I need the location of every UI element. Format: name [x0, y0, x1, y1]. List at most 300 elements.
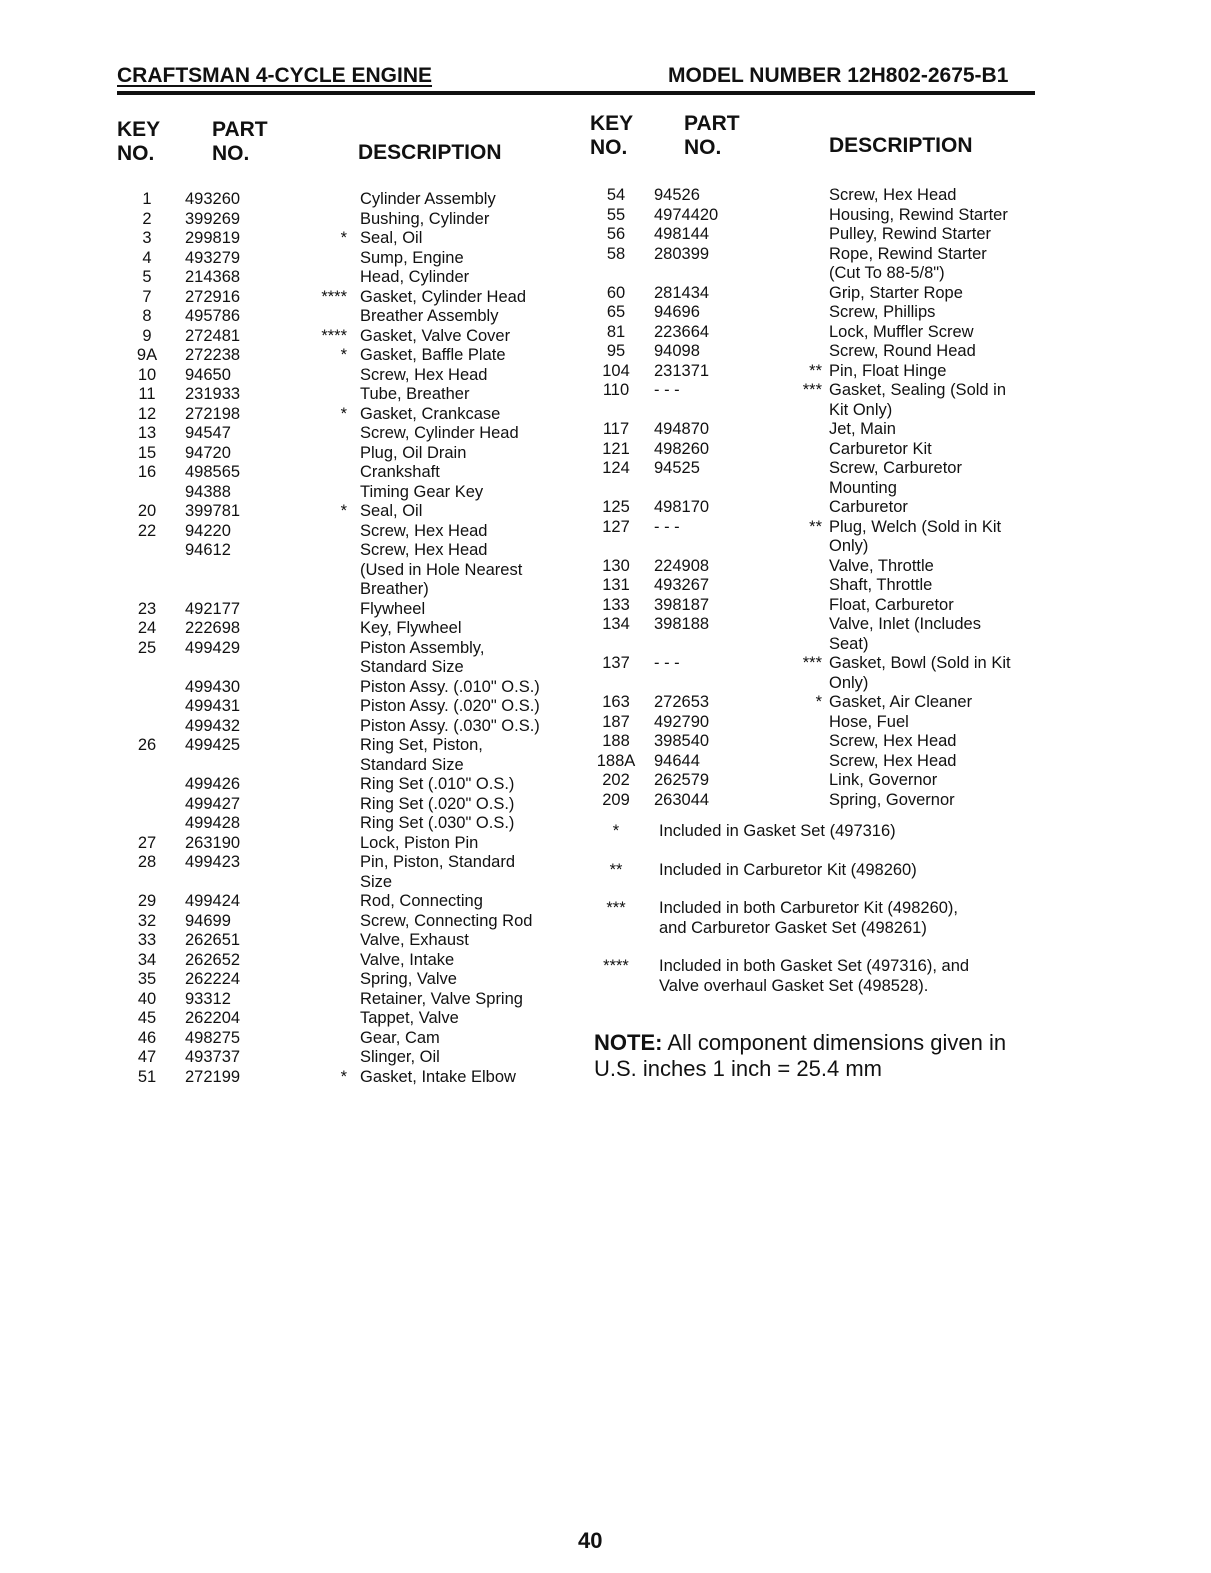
part-row [127, 1048, 577, 1068]
part-description: Cylinder Assembly [360, 190, 496, 208]
part-description: Sump, Engine [360, 248, 464, 267]
part-row [127, 1068, 577, 1088]
part-description: Breather Assembly [360, 307, 499, 325]
key-number: 5 [142, 268, 152, 286]
left-part-heading [212, 118, 268, 166]
note-text: All component dimensions given in U.S. inches 1 inch = 25.4 mm [594, 1030, 1007, 1081]
part-row [592, 713, 1032, 733]
part-description: Lock, Muffler Screw [829, 322, 974, 341]
part-row [592, 498, 1032, 518]
part-row [127, 288, 577, 308]
part-number: 231371 [654, 361, 710, 380]
part-number: 280399 [654, 244, 710, 263]
part-description: Screw, Hex Head [360, 541, 488, 559]
part-description: Screw, Hex Head [829, 751, 957, 770]
part-number: 499432 [185, 716, 241, 735]
key-heading-line2: NO. [117, 142, 155, 165]
part-number: 263044 [654, 790, 710, 809]
part-number: 498144 [654, 225, 710, 243]
footnote-marker: ** [809, 361, 822, 380]
key-number: 2 [142, 209, 152, 228]
part-number: 224908 [654, 556, 710, 575]
footnote-marker: *** [802, 381, 822, 399]
note-label: NOTE: [594, 1030, 663, 1055]
key-number: 117 [602, 420, 630, 438]
key-number: 35 [137, 970, 157, 988]
part-number: 94699 [185, 911, 231, 930]
part-description: Screw, Cylinder Head [360, 424, 519, 442]
footnote-marker: * [815, 693, 822, 711]
part-number: 272198 [185, 404, 241, 423]
part-number: 498260 [654, 439, 710, 458]
part-number: 499425 [185, 736, 241, 754]
key-number: 45 [137, 1009, 157, 1027]
part-description: Valve, Exhaust [360, 931, 469, 949]
part-row [592, 732, 1032, 752]
key-heading-line1: KEY [590, 112, 634, 135]
part-row [592, 225, 1032, 245]
key-number: 137 [602, 654, 630, 672]
key-number: 55 [606, 205, 626, 224]
part-number: 299819 [185, 229, 241, 247]
part-number: 93312 [185, 989, 231, 1008]
key-number: 127 [602, 517, 630, 536]
part-row [127, 912, 577, 932]
part-number: 499431 [185, 697, 241, 715]
left-key-heading [117, 118, 160, 166]
part-row [127, 561, 577, 581]
part-number: 94526 [654, 186, 700, 204]
part-description: Ring Set (.010" O.S.) [360, 775, 515, 793]
key-number: 51 [137, 1067, 157, 1086]
part-description: Hose, Fuel [829, 712, 909, 731]
part-description: Rod, Connecting [360, 892, 483, 910]
footnote-marker: * [340, 502, 347, 520]
model-number: MODEL NUMBER 12H802-2675-B1 [668, 64, 1009, 87]
part-description: (Cut To 88-5/8") [829, 264, 945, 282]
part-row [592, 264, 1032, 284]
part-number: 262204 [185, 1009, 241, 1027]
key-number: 10 [137, 365, 157, 384]
part-description: Kit Only) [829, 400, 893, 419]
part-number: 272481 [185, 326, 241, 345]
part-number: 223664 [654, 322, 710, 341]
footnote-marker: **** [321, 287, 347, 306]
part-row [592, 401, 1032, 421]
part-description: Gasket, Air Cleaner [829, 693, 973, 711]
part-number: 262651 [185, 931, 241, 949]
key-number: 188A [596, 751, 636, 770]
key-number: 40 [137, 989, 157, 1008]
part-number: 272653 [654, 693, 710, 711]
part-number: 94220 [185, 521, 231, 540]
part-row [127, 678, 577, 698]
part-description: Ring Set (.030" O.S.) [360, 814, 515, 832]
header-rule [117, 91, 1035, 95]
part-row [592, 186, 1032, 206]
part-row [592, 557, 1032, 577]
key-number: 95 [606, 342, 626, 360]
part-description: Crankshaft [360, 463, 440, 481]
part-number: 493260 [185, 190, 241, 208]
part-row [127, 327, 577, 347]
key-number: 56 [606, 225, 626, 243]
key-number: 8 [142, 307, 152, 325]
part-number: 498565 [185, 463, 241, 481]
part-description: Standard Size [360, 658, 464, 676]
part-description: Plug, Welch (Sold in Kit [829, 517, 1002, 536]
part-description: Screw, Round Head [829, 342, 976, 360]
part-row [127, 814, 577, 834]
part-row [127, 717, 577, 737]
part-description: Tube, Breather [360, 385, 470, 403]
footnote-text: Included in both Gasket Set (497316), and Valve overhaul Gasket Set (498528). [659, 957, 970, 995]
part-number: 4974420 [654, 205, 719, 224]
part-description: Gasket, Valve Cover [360, 326, 511, 345]
part-number: 492790 [654, 712, 710, 731]
footnote [596, 861, 1016, 881]
part-row [592, 420, 1032, 440]
part-description: Piston Assy. (.010" O.S.) [360, 677, 540, 696]
right-part-heading [684, 112, 740, 160]
part-number: 222698 [185, 619, 241, 637]
key-number: 209 [602, 790, 630, 809]
key-number: 134 [602, 615, 630, 633]
part-number: 94388 [185, 482, 231, 501]
key-number: 4 [142, 248, 152, 267]
footnote-marker: *** [802, 654, 822, 672]
part-description: Shaft, Throttle [829, 576, 933, 594]
part-description: Only) [829, 673, 869, 692]
footnote-text: Included in both Carburetor Kit (498260), and Carburetor Gasket Set (498261) [659, 899, 959, 937]
part-row [127, 483, 577, 503]
key-number: 16 [137, 463, 157, 481]
part-number: 262224 [185, 970, 241, 988]
part-number: 94612 [185, 541, 231, 559]
part-row [592, 576, 1032, 596]
part-row [127, 190, 577, 210]
part-row [127, 444, 577, 464]
part-number: 231933 [185, 385, 241, 403]
part-number: - - - [654, 517, 680, 536]
part-description: Valve, Throttle [829, 556, 934, 575]
part-row [127, 756, 577, 776]
key-number: 11 [138, 385, 156, 403]
part-description: Head, Cylinder [360, 268, 470, 286]
footnote-marker: * [340, 346, 347, 364]
part-description: Ring Set (.020" O.S.) [360, 794, 515, 813]
part-row [127, 795, 577, 815]
right-description-heading: DESCRIPTION [829, 134, 973, 157]
part-row [127, 541, 577, 561]
part-row [127, 639, 577, 659]
part-number: 94525 [654, 459, 700, 477]
part-row [127, 990, 577, 1010]
key-number: 110 [602, 381, 630, 399]
part-description: Bushing, Cylinder [360, 209, 490, 228]
part-row [127, 502, 577, 522]
part-description: Valve, Intake [360, 950, 455, 969]
part-row [592, 693, 1032, 713]
part-description: Spring, Governor [829, 790, 955, 809]
part-row [592, 635, 1032, 655]
dimension-note [594, 1030, 1034, 1082]
part-heading-line1: PART [212, 118, 268, 141]
part-row [592, 596, 1032, 616]
footnote-marker: * [340, 1067, 347, 1086]
part-number: 499428 [185, 814, 241, 832]
part-description: Pin, Piston, Standard [360, 853, 516, 871]
part-row [127, 522, 577, 542]
part-description: Screw, Hex Head [829, 186, 957, 204]
part-description: Timing Gear Key [360, 482, 484, 501]
footnote-marker: **** [603, 957, 629, 975]
part-row [592, 284, 1032, 304]
key-number: 25 [137, 638, 157, 657]
key-number: 58 [606, 244, 626, 263]
part-description: Mounting [829, 478, 897, 497]
part-number: 399269 [185, 209, 241, 228]
key-number: 1 [142, 190, 152, 208]
key-number: 9 [142, 326, 152, 345]
part-number: 94644 [654, 751, 700, 770]
part-description: Piston Assy. (.020" O.S.) [360, 697, 540, 715]
part-number: 262652 [185, 950, 241, 969]
part-description: Spring, Valve [360, 970, 457, 988]
part-description: Tappet, Valve [360, 1009, 459, 1027]
part-row [127, 210, 577, 230]
part-description: Gasket, Bowl (Sold in Kit [829, 654, 1011, 672]
part-number: 493267 [654, 576, 710, 594]
part-description: Piston Assembly, [360, 638, 485, 657]
key-number: 27 [137, 833, 157, 852]
part-description: Valve, Inlet (Includes [829, 615, 981, 633]
part-number: 399781 [185, 502, 241, 520]
part-row [592, 459, 1032, 479]
left-description-heading: DESCRIPTION [358, 141, 502, 164]
part-description: Rope, Rewind Starter [829, 244, 987, 263]
part-description: Grip, Starter Rope [829, 283, 963, 302]
part-number: 492177 [185, 599, 241, 618]
part-row [127, 268, 577, 288]
part-heading-line2: NO. [212, 142, 250, 165]
part-description: Housing, Rewind Starter [829, 205, 1008, 224]
part-number: 262579 [654, 771, 710, 789]
part-description: Plug, Oil Drain [360, 443, 467, 462]
right-parts-list [592, 186, 1032, 810]
footnote [596, 957, 1016, 996]
key-number: 29 [137, 892, 157, 910]
part-description: Pin, Float Hinge [829, 361, 947, 380]
part-row [592, 752, 1032, 772]
part-number: 272238 [185, 346, 241, 364]
page-number: 40 [578, 1528, 603, 1553]
part-row [592, 206, 1032, 226]
part-description: Piston Assy. (.030" O.S.) [360, 716, 540, 735]
part-number: 94098 [654, 342, 700, 360]
key-number: 163 [602, 693, 630, 711]
part-row [592, 518, 1032, 538]
part-number: 495786 [185, 307, 241, 325]
key-number: 187 [602, 712, 630, 731]
key-number: 26 [137, 736, 157, 754]
part-row [127, 249, 577, 269]
part-row [592, 791, 1032, 811]
part-description: Screw, Phillips [829, 303, 936, 321]
footnote-text: Included in Gasket Set (497316) [659, 822, 896, 840]
key-number: 33 [137, 931, 157, 949]
part-row [127, 697, 577, 717]
part-description: Seal, Oil [360, 229, 423, 247]
key-heading-line1: KEY [117, 118, 161, 141]
part-number: - - - [654, 381, 680, 399]
key-number: 104 [602, 361, 630, 380]
part-description: Retainer, Valve Spring [360, 989, 523, 1008]
part-description: Lock, Piston Pin [360, 833, 479, 852]
page-title: CRAFTSMAN 4-CYCLE ENGINE [117, 64, 433, 87]
part-number: 94696 [654, 303, 700, 321]
part-number: 493737 [185, 1048, 241, 1066]
part-number: 398540 [654, 732, 710, 750]
part-description: Only) [829, 537, 869, 555]
part-row [127, 951, 577, 971]
key-number: 7 [142, 287, 152, 306]
part-description: Pulley, Rewind Starter [829, 225, 992, 243]
key-number: 24 [137, 619, 157, 637]
part-row [127, 775, 577, 795]
part-row [592, 654, 1032, 674]
key-heading-line2: NO. [590, 136, 628, 159]
part-number: 499424 [185, 892, 241, 910]
part-description: Screw, Connecting Rod [360, 911, 533, 930]
part-description: Gear, Cam [360, 1028, 440, 1047]
footnote-marker: **** [321, 326, 347, 345]
key-number: 47 [137, 1048, 157, 1066]
part-row [592, 381, 1032, 401]
key-number: 65 [606, 303, 626, 321]
part-number: 281434 [654, 283, 710, 302]
part-row [127, 366, 577, 386]
part-description: Ring Set, Piston, [360, 736, 483, 754]
part-number: 214368 [185, 268, 241, 286]
key-number: 125 [602, 498, 630, 516]
part-description: Seat) [829, 634, 869, 653]
key-number: 13 [137, 424, 157, 442]
part-number: - - - [654, 654, 680, 672]
key-number: 133 [602, 595, 630, 614]
part-row [592, 674, 1032, 694]
part-row [127, 1009, 577, 1029]
part-row [127, 931, 577, 951]
part-number: 263190 [185, 833, 241, 852]
part-row [592, 440, 1032, 460]
key-number: 12 [137, 404, 157, 423]
footnote [596, 899, 1016, 938]
part-row [592, 342, 1032, 362]
part-description: Screw, Hex Head [360, 521, 488, 540]
part-description: Key, Flywheel [360, 619, 462, 637]
part-number: 272916 [185, 287, 241, 306]
part-number: 494870 [654, 420, 710, 438]
part-row [592, 323, 1032, 343]
key-number: 3 [142, 229, 152, 247]
part-heading-line2: NO. [684, 136, 722, 159]
key-number: 9A [136, 346, 158, 364]
part-heading-line1: PART [684, 112, 740, 135]
part-description: Jet, Main [829, 420, 896, 438]
footnote-marker: ** [609, 860, 623, 879]
key-number: 20 [137, 502, 157, 520]
part-description: Screw, Hex Head [829, 732, 957, 750]
part-number: 499429 [185, 638, 241, 657]
part-description: Screw, Hex Head [360, 365, 488, 384]
part-row [127, 463, 577, 483]
part-row [127, 873, 577, 893]
key-number: 15 [137, 443, 157, 462]
part-number: 94650 [185, 365, 231, 384]
part-row [127, 658, 577, 678]
part-description: Carburetor [829, 498, 908, 516]
part-description: Gasket, Sealing (Sold in [829, 381, 1007, 399]
footnote-marker: * [340, 229, 347, 247]
part-number: 499426 [185, 775, 241, 793]
part-row [592, 615, 1032, 635]
key-number: 131 [602, 576, 630, 594]
part-description: Float, Carburetor [829, 595, 954, 614]
part-number: 272199 [185, 1067, 241, 1086]
part-number: 498170 [654, 498, 710, 516]
part-row [127, 600, 577, 620]
part-description: Slinger, Oil [360, 1048, 440, 1066]
part-description: (Used in Hole Nearest [360, 560, 523, 579]
key-number: 121 [602, 439, 630, 458]
key-number: 23 [137, 599, 157, 618]
part-row [127, 385, 577, 405]
part-row [127, 970, 577, 990]
footnotes [596, 822, 1016, 1015]
part-description: Gasket, Cylinder Head [360, 287, 526, 306]
part-row [127, 736, 577, 756]
part-description: Gasket, Crankcase [360, 404, 501, 423]
part-row [592, 362, 1032, 382]
part-description: Size [360, 872, 393, 891]
footnote [596, 822, 1016, 842]
part-number: 94547 [185, 424, 231, 442]
part-row [127, 580, 577, 600]
part-number: 398188 [654, 615, 710, 633]
footnote-marker: *** [606, 899, 626, 917]
part-description: Seal, Oil [360, 502, 423, 520]
part-row [127, 853, 577, 873]
part-description: Gasket, Intake Elbow [360, 1067, 516, 1086]
part-row [592, 537, 1032, 557]
key-number: 130 [602, 556, 630, 575]
part-number: 94720 [185, 443, 231, 462]
key-number: 60 [606, 283, 626, 302]
part-row [592, 303, 1032, 323]
part-description: Link, Governor [829, 771, 938, 789]
footnote-marker: * [612, 822, 620, 840]
part-row [592, 771, 1032, 791]
part-row [127, 1029, 577, 1049]
key-number: 22 [137, 521, 157, 540]
part-row [127, 307, 577, 327]
part-number: 499427 [185, 794, 241, 813]
left-parts-list [127, 190, 577, 1087]
part-number: 499430 [185, 677, 241, 696]
part-row [127, 834, 577, 854]
part-description: Standard Size [360, 755, 464, 774]
